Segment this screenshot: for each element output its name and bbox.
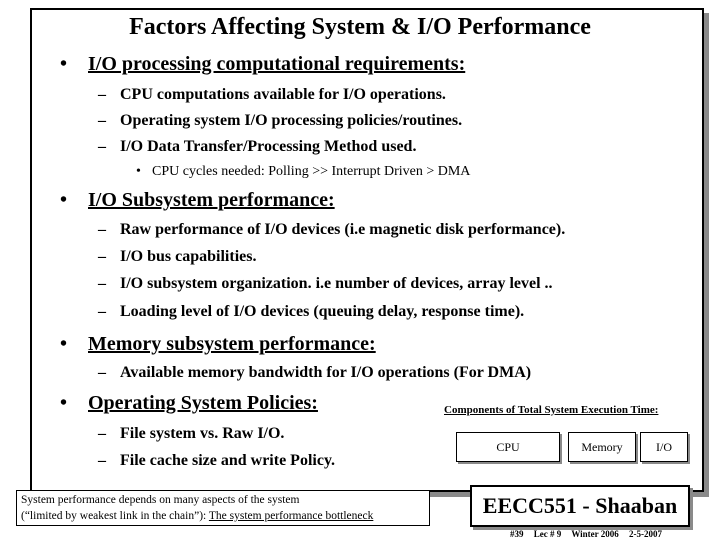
dash-icon: –	[98, 112, 106, 129]
bullet-icon: •	[60, 392, 68, 414]
dash-icon: –	[98, 248, 106, 265]
slide-number: #39	[510, 529, 524, 539]
component-io-box: I/O	[640, 432, 688, 462]
bullet-icon: •	[136, 164, 141, 179]
dash-icon: –	[98, 86, 106, 103]
course-brand: EECC551 - Shaaban	[470, 485, 690, 527]
section-heading: I/O Subsystem performance:	[88, 189, 335, 211]
component-cpu-box: CPU	[456, 432, 560, 462]
section-heading: I/O processing computational requirements:	[88, 53, 466, 75]
list-item: – I/O Data Transfer/Processing Method used.	[98, 138, 417, 155]
list-item: – I/O subsystem organization. i.e number of devices, array level ..	[98, 275, 553, 292]
list-item: – File cache size and write Policy.	[98, 452, 336, 469]
slide-title: Factors Affecting System & I/O Performance	[129, 14, 591, 40]
bullet-icon: •	[60, 53, 68, 75]
dash-icon: –	[98, 452, 106, 469]
list-item: – I/O bus capabilities.	[98, 248, 257, 265]
section-io-subsystem	[60, 189, 335, 212]
list-item: – Raw performance of I/O devices (i.e magnetic disk performance).	[98, 221, 566, 238]
list-item: – File system vs. Raw I/O.	[98, 425, 285, 442]
dash-icon: –	[98, 303, 106, 320]
dash-icon: –	[98, 221, 106, 238]
section-memory	[60, 333, 376, 356]
note-emphasis: The system performance bottleneck	[208, 510, 374, 522]
list-item: – CPU computations available for I/O operations.	[98, 86, 446, 103]
components-title: Components of Total System Execution Time:	[444, 404, 659, 416]
note-line-1: System performance depends on many aspects of the system	[21, 494, 300, 506]
section-io-processing	[60, 53, 465, 76]
dash-icon: –	[98, 138, 106, 155]
list-item: – Operating system I/O processing policies/routines.	[98, 112, 463, 129]
date: 2-5-2007	[629, 529, 663, 539]
list-item: – Available memory bandwidth for I/O operations (For DMA)	[98, 364, 532, 381]
section-os-policies	[60, 392, 318, 415]
section-heading: Memory subsystem performance:	[88, 333, 376, 355]
bullet-icon: •	[60, 333, 68, 355]
dash-icon: –	[98, 425, 106, 442]
dash-icon: –	[98, 364, 106, 381]
performance-note	[16, 490, 430, 526]
slide-footer	[510, 529, 670, 539]
dash-icon: –	[98, 275, 106, 292]
bullet-icon: •	[60, 189, 68, 211]
section-heading: Operating System Policies:	[88, 392, 318, 414]
sub-list-item: • CPU cycles needed: Polling >> Interrupt Driven > DMA	[136, 164, 471, 179]
lecture-number: Lec # 9	[533, 529, 562, 539]
term: Winter 2006	[571, 529, 619, 539]
component-memory-box: Memory	[568, 432, 636, 462]
note-line-2: (“limited by weakest link in the chain”): The system performance bottleneck	[21, 510, 374, 522]
list-item: – Loading level of I/O devices (queuing delay, response time).	[98, 303, 525, 320]
